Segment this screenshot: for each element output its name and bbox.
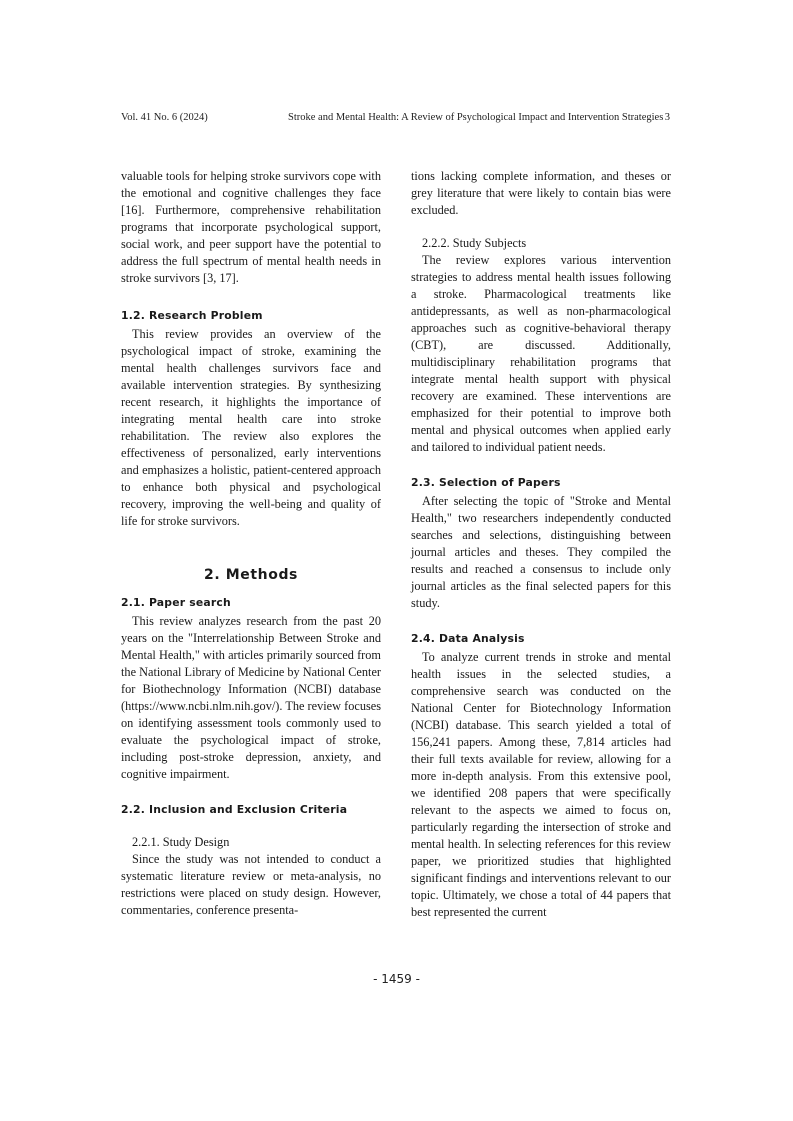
paper-search-heading: 2.1. Paper search bbox=[121, 596, 231, 609]
data-analysis-text: To analyze current trends in stroke and mental health issues in the selected studies, a comprehensive search was conducted on the National Center for Biotechnology Information (NCBI) database. This search yielded a total of 156,241 papers. Among these, 7,814 articles had their full texts available for review, allowing for a more in-depth analysis. From this extensive pool, we identified 208 papers that were specifically relevant to the aspects we aimed to focus on, particularly regarding the intersection of stroke and mental health. In selecting references for this review paper, we prioritized studies that highlighted significant findings and interventions relevant to our topic. Ultimately, we chose a total of 44 papers that best represented the current bbox=[411, 650, 671, 919]
continuation-paragraph: tions lacking complete information, and theses or grey literature that were likely to contain bias were excluded. bbox=[411, 169, 671, 217]
intro-paragraph: valuable tools for helping stroke survivors cope with the emotional and cognitive challenges they face [16]. Furthermore, comprehensive rehabilitation programs that incorporate psychological support, social work, and peer support have the potential to address the full spectrum of mental health needs in stroke survivors [3, 17]. bbox=[121, 169, 381, 285]
study-design-text: Since the study was not intended to conduct a systematic literature review or meta-analysis, no restrictions were placed on study design. However, commentaries, conference presenta- bbox=[121, 852, 381, 917]
page-number: 3 bbox=[664, 112, 670, 123]
study-design-heading: 2.2.1. Study Design bbox=[132, 835, 230, 849]
journal-volume: Vol. 41 No. 6 (2024) bbox=[121, 112, 208, 123]
research-problem-heading: 1.2. Research Problem bbox=[121, 309, 263, 322]
running-title: Stroke and Mental Health: A Review of Psychological Impact and Intervention Strategies bbox=[288, 112, 664, 123]
data-analysis-heading: 2.4. Data Analysis bbox=[411, 632, 525, 645]
study-subjects-heading: 2.2.2. Study Subjects bbox=[422, 236, 527, 250]
paper-search-text: This review analyzes research from the past 20 years on the "Interrelationship Between Stroke and Mental Health," with articles primarily sourced from the National Library of Medicine by National Center for Biothechnology Information (NCBI) database (https://www.ncbi.nlm.nih.gov/). The review focuses on identifying assessment tools commonly used to evaluate the psychological impact of stroke, including post-stroke depression, anxiety, and cognitive impairment. bbox=[121, 614, 381, 781]
research-problem-text: This review provides an overview of the psychological impact of stroke, examining the mental health challenges survivors face and available intervention strategies. By synthesizing recent research, it highlights the importance of integrating mental health care into stroke rehabilitation. The review also explores the effectiveness of personalized, early interventions and emphasizes a holistic, patient-centered approach to enhance both physical and psychological recovery, improving the well-being and quality of life for stroke survivors. bbox=[121, 327, 381, 528]
inclusion-criteria-heading: 2.2. Inclusion and Exclusion Criteria bbox=[121, 803, 348, 816]
methods-heading: 2. Methods bbox=[204, 567, 298, 583]
page-folio: - 1459 - bbox=[373, 972, 420, 986]
study-subjects-text: The review explores various intervention strategies to address mental health issues following a stroke. Pharmacological treatments like antidepressants, as well as non-pharmacological approaches such as cognitive-behavioral therapy (CBT), are discussed. Additionally, multidisciplinary rehabilitation programs that integrate mental health support with physical recovery are examined. These interventions are emphasized for their potential to improve both mental and physical outcomes when applied early and tailored to individual patient needs. bbox=[411, 253, 671, 454]
selection-text: After selecting the topic of "Stroke and Mental Health," two researchers independently conducted searches and selections, distinguishing between journal articles and theses. They compiled the results and reached a consensus to include only journal articles as the final selected papers for this study. bbox=[411, 494, 671, 610]
right-column bbox=[411, 168, 671, 921]
left-column bbox=[121, 168, 381, 919]
selection-heading: 2.3. Selection of Papers bbox=[411, 476, 561, 489]
